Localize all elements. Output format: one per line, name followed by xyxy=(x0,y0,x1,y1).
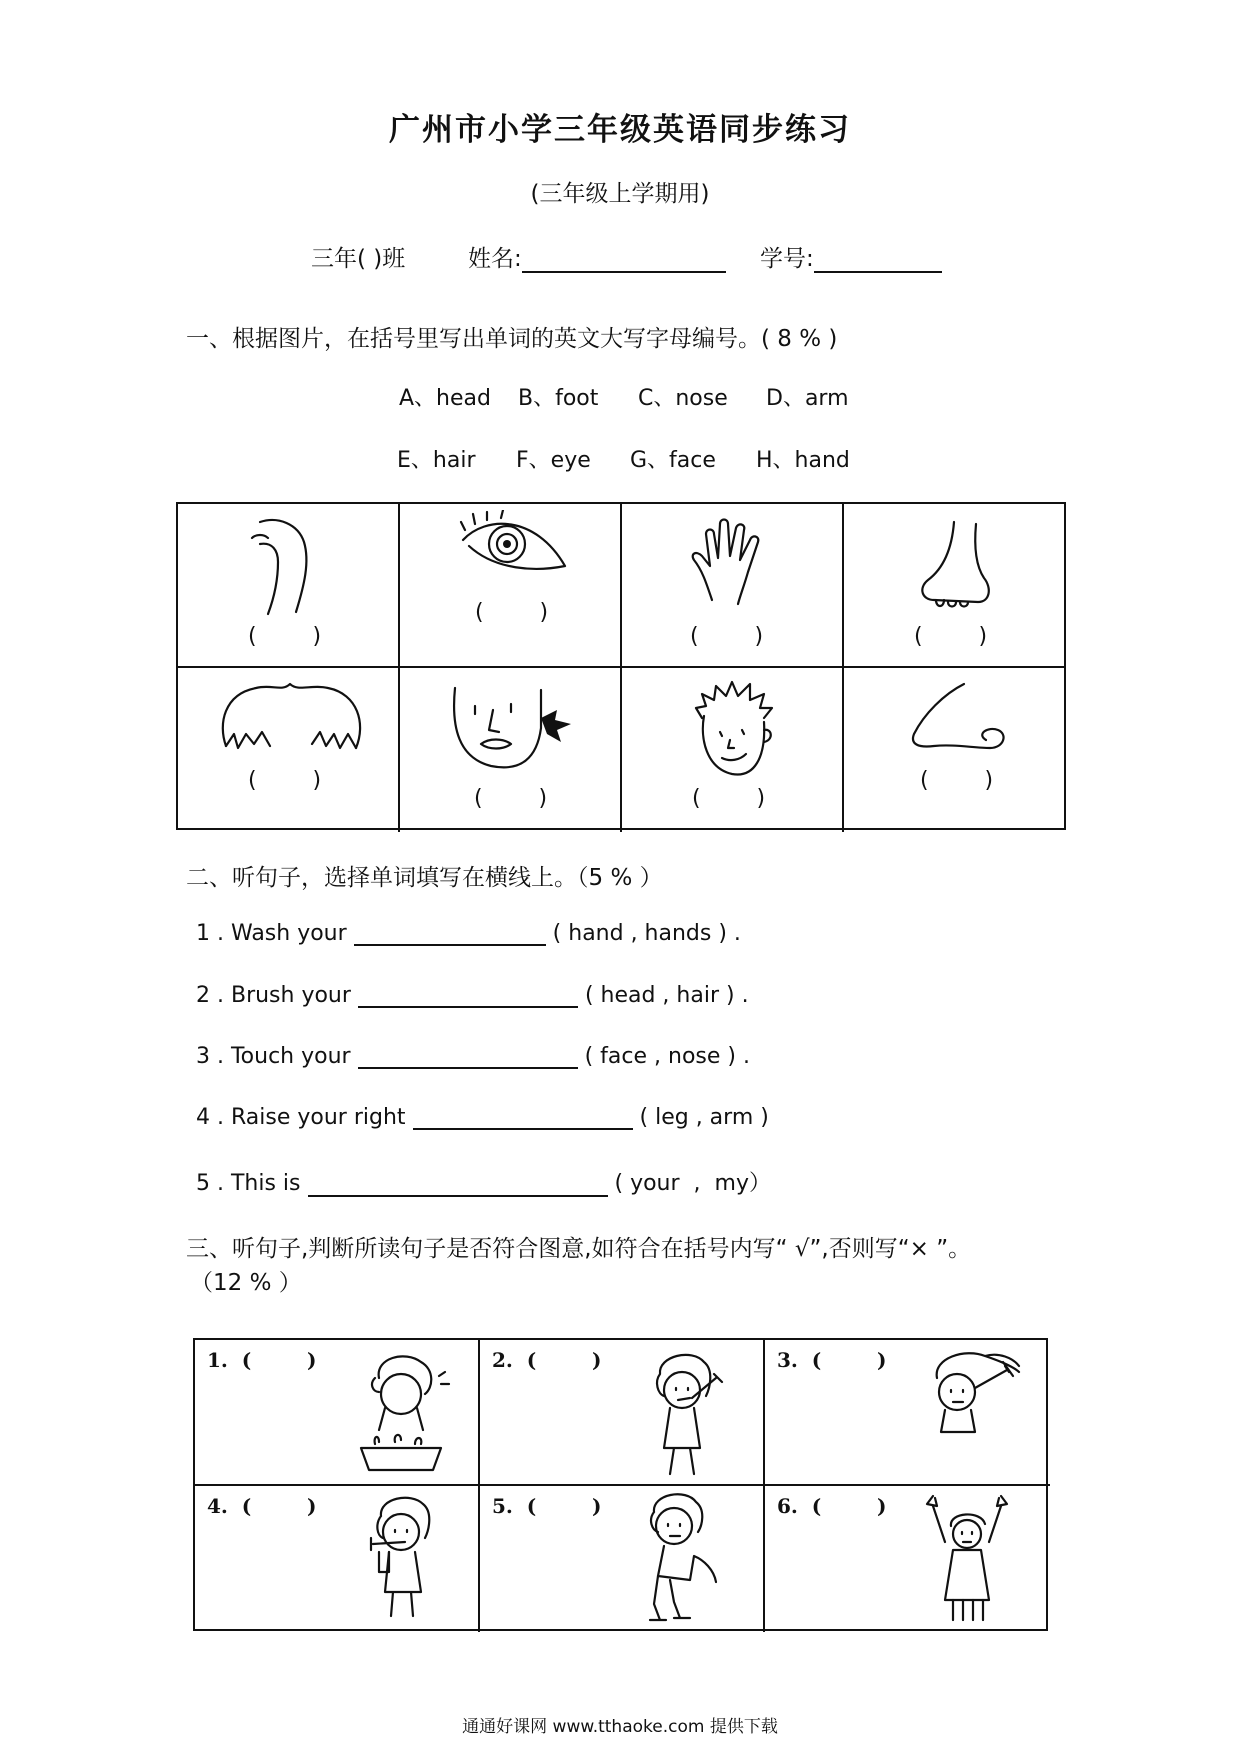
girl-brushing-teeth-icon xyxy=(345,1492,455,1622)
picture-grid xyxy=(176,502,1066,830)
item-label[interactable]: 5. ( ) xyxy=(492,1494,602,1518)
name-label: 姓名: xyxy=(468,246,522,272)
sentence-choices: ( face , nose ) . xyxy=(584,1044,750,1069)
judgement-cell xyxy=(480,1486,765,1632)
answer-paren[interactable]: ( ) xyxy=(690,624,764,649)
page-subtitle: (三年级上学期用) xyxy=(530,181,710,207)
option-c: C、nose xyxy=(638,386,728,411)
section1-heading: 一、根据图片，在括号里写出单词的英文大写字母编号。( 8 % ) xyxy=(186,326,838,352)
girl-brushing-teeth-icon xyxy=(630,1348,740,1478)
sentence-1 xyxy=(196,921,741,946)
option-e: E、hair xyxy=(397,448,476,473)
class-field xyxy=(311,240,405,273)
sentence-choices: ( head , hair ) . xyxy=(584,983,749,1008)
answer-paren[interactable]: ( ) xyxy=(914,624,988,649)
answer-paren[interactable]: ( ) xyxy=(248,624,322,649)
sentence-prefix: 4 . Raise your right xyxy=(196,1105,406,1130)
section2-heading: 二、听句子，选择单词填写在横线上。（5 % ） xyxy=(186,865,663,891)
nose-icon xyxy=(904,678,1014,758)
student-id-label: 学号: xyxy=(760,246,814,272)
sentence-5 xyxy=(196,1166,771,1197)
foot-icon xyxy=(914,518,1004,618)
section3-score: （12 % ） xyxy=(190,1270,302,1296)
judgement-cell xyxy=(195,1486,480,1632)
class-label: 三年( )班 xyxy=(311,246,406,272)
answer-blank[interactable] xyxy=(308,1173,608,1197)
judgement-cell xyxy=(480,1340,765,1486)
item-label[interactable]: 6. ( ) xyxy=(777,1494,887,1518)
answer-paren[interactable]: ( ) xyxy=(692,786,766,811)
answer-paren[interactable]: ( ) xyxy=(474,786,548,811)
picture-cell xyxy=(400,668,622,832)
picture-cell xyxy=(622,668,844,832)
girl-washing-face-icon xyxy=(345,1348,455,1478)
answer-blank[interactable] xyxy=(413,1106,633,1130)
head-icon xyxy=(692,678,778,782)
item-label[interactable]: 4. ( ) xyxy=(207,1494,317,1518)
judgement-cell xyxy=(765,1340,1050,1486)
judgement-cell xyxy=(765,1486,1050,1632)
eye-icon xyxy=(455,510,575,580)
option-h: H、hand xyxy=(756,448,850,473)
sentence-prefix: 3 . Touch your xyxy=(196,1044,351,1069)
girl-raising-hands-icon xyxy=(915,1490,1025,1626)
sentence-choices: ( leg , arm ) xyxy=(639,1105,769,1130)
item-label[interactable]: 2. ( ) xyxy=(492,1348,602,1372)
judgement-grid xyxy=(193,1338,1048,1631)
face-icon xyxy=(445,678,585,778)
answer-blank[interactable] xyxy=(354,922,546,946)
picture-cell xyxy=(622,504,844,668)
answer-blank[interactable] xyxy=(358,1045,578,1069)
sentence-choices: ( your , my） xyxy=(614,1171,771,1196)
item-label[interactable]: 1. ( ) xyxy=(207,1348,317,1372)
hand-icon xyxy=(682,512,782,612)
name-blank[interactable] xyxy=(522,249,726,273)
picture-cell xyxy=(844,668,1066,832)
picture-cell xyxy=(400,504,622,668)
sentence-prefix: 5 . This is xyxy=(196,1171,301,1196)
option-d: D、arm xyxy=(766,386,849,411)
student-id-field[interactable] xyxy=(760,240,942,273)
section3-heading: 三、听句子,判断所读句子是否符合图意,如符合在括号内写“ √”,否则写“× ”。 xyxy=(186,1236,972,1262)
option-a: A、head xyxy=(399,386,491,411)
sentence-4 xyxy=(196,1105,769,1130)
picture-cell xyxy=(844,504,1066,668)
sentence-prefix: 2 . Brush your xyxy=(196,983,351,1008)
girl-combing-hair-icon xyxy=(915,1348,1025,1458)
answer-blank[interactable] xyxy=(358,984,578,1008)
name-field[interactable] xyxy=(468,240,726,273)
hair-icon xyxy=(216,674,366,760)
sentence-2 xyxy=(196,983,749,1008)
judgement-cell xyxy=(195,1340,480,1486)
sentence-choices: ( hand , hands ) . xyxy=(552,921,741,946)
sentence-3 xyxy=(196,1044,750,1069)
option-g: G、face xyxy=(630,448,716,473)
page-title: 广州市小学三年级英语同步练习 xyxy=(389,112,851,148)
arm-icon xyxy=(238,514,338,624)
sentence-prefix: 1 . Wash your xyxy=(196,921,347,946)
girl-touching-knee-icon xyxy=(630,1490,740,1626)
answer-paren[interactable]: ( ) xyxy=(248,768,322,793)
answer-paren[interactable]: ( ) xyxy=(920,768,994,793)
item-label[interactable]: 3. ( ) xyxy=(777,1348,887,1372)
picture-cell xyxy=(178,504,400,668)
option-f: F、eye xyxy=(516,448,591,473)
student-id-blank[interactable] xyxy=(814,249,942,273)
picture-cell xyxy=(178,668,400,832)
answer-paren[interactable]: ( ) xyxy=(475,600,549,625)
option-b: B、foot xyxy=(518,386,599,411)
footer-credit: 通通好课网 www.tthaoke.com 提供下载 xyxy=(462,1717,778,1737)
